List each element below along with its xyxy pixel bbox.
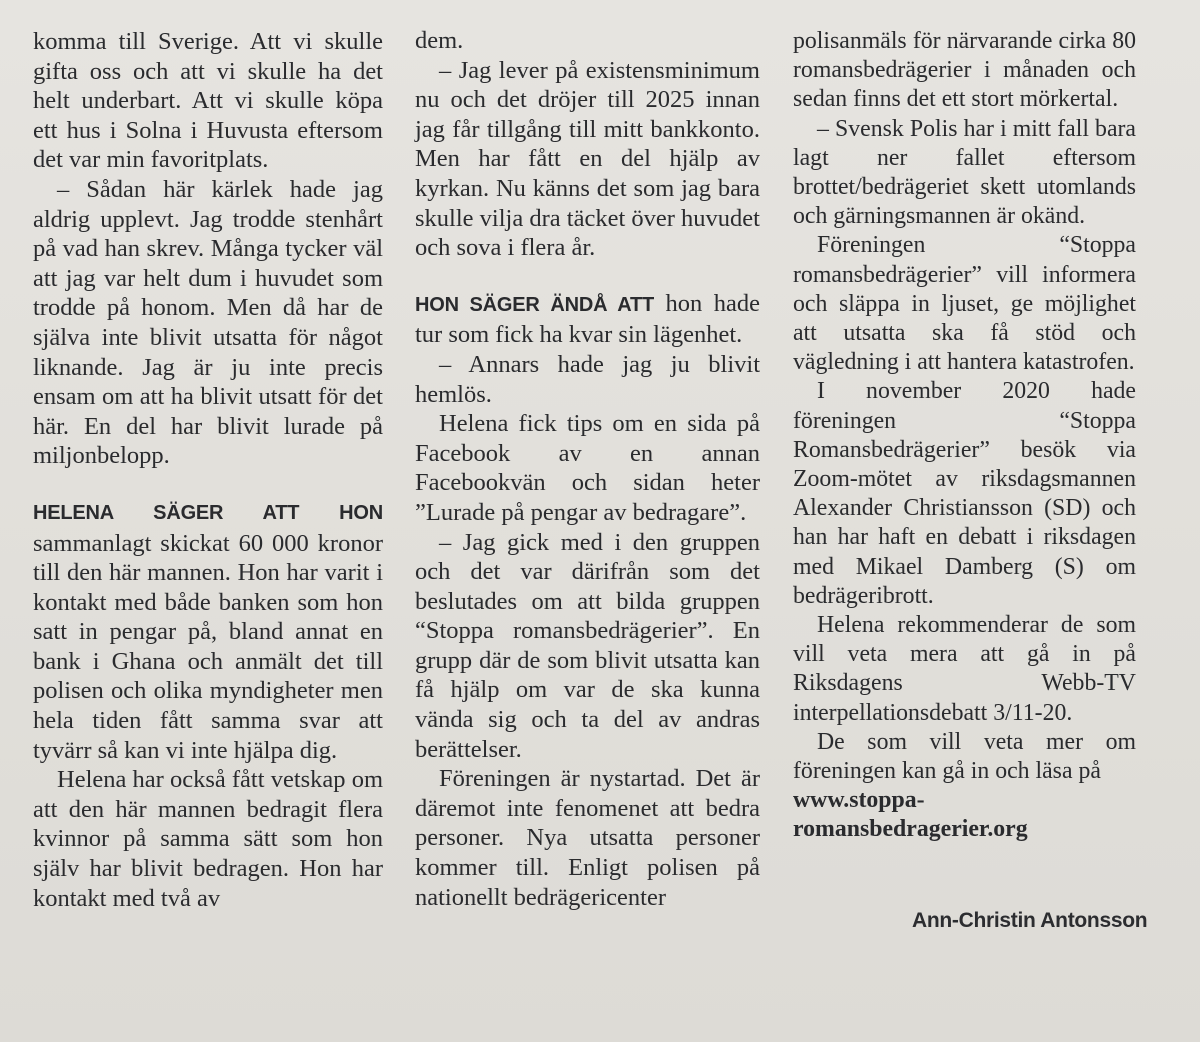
paragraph-gap — [415, 263, 760, 289]
paragraph-text: hon hade tur som fick ha kvar sin lägenhet. — [415, 289, 761, 349]
paragraph: komma till Sverige. Att vi skulle gifta oss och att vi skulle ha det helt underbart. Att vi skulle köpa ett hus i Solna i Huvusta eftersom det var min favoritplats. — [33, 28, 383, 174]
article-column-3 — [793, 27, 1136, 845]
paragraph-text: sammanlagt skickat 60 000 kronor till den här mannen. Hon har varit i kontakt med både banken som hon satt in pengar på, bland annat en bank i Ghana och anmält det till polisen och olika myndigheter men hela tiden fått samma svar att tyvärr så kan vi inte hjälpa dig. — [33, 529, 383, 764]
author-byline: Ann-Christin Antonsson — [912, 909, 1148, 932]
lead-in: HON SÄGER ÄNDÅ ATT — [415, 293, 655, 316]
website-url: www.stoppa-romansbedragerier.org — [793, 787, 1028, 843]
quote-paragraph: – Jag gick med i den gruppen och det var därifrån som det beslutades om att bilda gruppen “Stoppa romansbedrägerier”. En grupp där de som blivit utsatta kan få hjälp om var de ska kunna vända sig och ta del av andras berättelser. — [415, 528, 760, 763]
paragraph — [33, 497, 383, 765]
paragraph — [415, 289, 760, 350]
quote-paragraph: – Annars hade jag ju blivit hemlös. — [415, 350, 760, 408]
article-column-2 — [415, 26, 760, 912]
paragraph: I november 2020 hade föreningen “Stoppa Romansbedrägerier” besök via Zoom-mötet av riksdagsmannen Alexander Christiansson (SD) och han har haft en debatt i riksdagen med Mikael Damberg (S) om bedrägeribrott. — [793, 378, 1136, 609]
paragraph: Föreningen “Stoppa romansbedrägerier” vill informera och släppa in ljuset, ge möjlighet att utsatta ska få stöd och vägledning i att hantera katastrofen. — [793, 232, 1136, 376]
paragraph: Helena har också fått vetskap om att den här mannen bedragit flera kvinnor på samma sätt som hon själv har blivit bedragen. Hon har kontakt med två av — [33, 766, 383, 912]
quote-paragraph: – Svensk Polis har i mitt fall bara lagt ner fallet eftersom brottet/bedrägeriet skett utomlands och gärningsmannen är okänd. — [793, 115, 1136, 230]
lead-in: HELENA SÄGER ATT HON — [33, 501, 383, 524]
paragraph: De som vill veta mer om föreningen kan gå in och läsa på — [793, 728, 1136, 785]
paragraph: Helena fick tips om en sida på Facebook av en annan Facebookvän och sidan heter ”Lurade på pengar av bedragare”. — [415, 410, 760, 526]
paragraph: dem. — [415, 27, 464, 54]
paragraph: polisanmäls för närvarande cirka 80 romansbedrägerier i månaden och sedan finns det ett stort mörkertal. — [793, 28, 1136, 113]
paragraph: Föreningen är nystartad. Det är däremot inte fenomenet att bedra personer. Nya utsatta personer kommer till. Enligt polisen på nationellt bedrägericenter — [415, 765, 760, 911]
paragraph: Helena rekommenderar de som vill veta mera att gå in på Riksdagens Webb-TV interpellationsdebatt 3/11-20. — [793, 612, 1136, 726]
quote-paragraph: – Sådan här kärlek hade jag aldrig upplevt. Jag trodde stenhårt på vad han skrev. Många tycker väl att jag var helt dum i huvudet som trodde på honom. Men då har de själva inte blivit utsatta för något liknande. Jag är ju inte precis ensam om att ha blivit utsatt för det här. En del har blivit lurade på miljonbelopp. — [33, 175, 383, 470]
article-column-1 — [33, 27, 383, 913]
paragraph-gap — [33, 471, 383, 497]
quote-paragraph: – Jag lever på existensminimum nu och det dröjer till 2025 innan jag får tillgång till mitt bankkonto. Men har fått en del hjälp av kyrkan. Nu känns det som jag bara skulle vilja dra täcket över huvudet och sova i flera år. — [415, 56, 760, 262]
